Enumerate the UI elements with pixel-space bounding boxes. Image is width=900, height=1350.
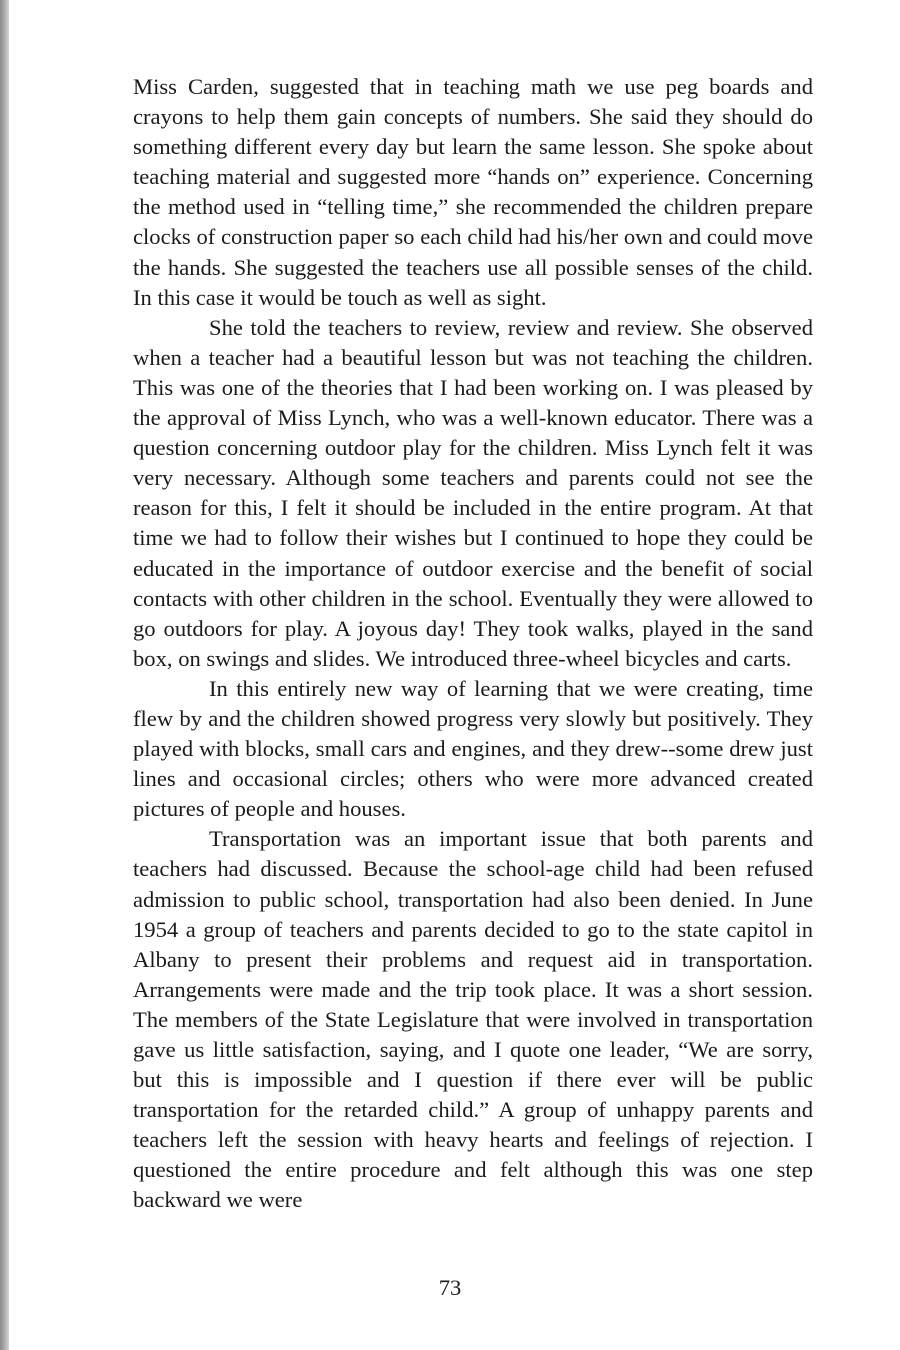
book-binding-edge xyxy=(0,0,9,1350)
paragraph-1: Miss Carden, suggested that in teaching math we use peg boards and crayons to help them gain concepts of numbers. She said they should do something different every day but learn the same lesson. She spoke about teaching material and suggested more “hands on” experience. Concerning the method used in “telling time,” she recommended the children prepare clocks of construction paper so each child had his/her own and could move the hands. She suggested the teachers use all possible senses of the child. In this case it would be touch as well as sight. xyxy=(133,74,813,310)
page-number: 73 xyxy=(438,1275,462,1300)
paragraph-2: She told the teachers to review, review and review. She observed when a teacher had a beautiful lesson but was not teaching the children. This was one of the theories that I had been working on. I was pleased by the approval of Miss Lynch, who was a well-known educator. There was a question concerning outdoor play for the children. Miss Lynch felt it was very necessary. Although some teachers and parents could not see the reason for this, I felt it should be included in the entire program. At that time we had to follow their wishes but I continued to hope they could be educated in the importance of outdoor exercise and the benefit of social contacts with other children in the school. Eventually they were allowed to go outdoors for play. A joyous day! They took walks, played in the sand box, on swings and slides. We introduced three-wheel bicycles and carts. xyxy=(133,314,813,671)
page-body xyxy=(133,72,813,1216)
paragraph-4: Transportation was an important issue that both parents and teachers had discussed. Because the school-age child had been refused admission to public school, transportation had also been denied. In June 1954 a group of teachers and parents decided to go to the state capitol in Albany to present their problems and request aid in transportation. Arrangements were made and the trip took place. It was a short session. The members of the State Legislature that were involved in transportation gave us little satisfaction, saying, and I quote one leader, “We are sorry, but this is impossible and I question if there ever will be public transportation for the retarded child.” A group of unhappy parents and teachers left the session with heavy hearts and feelings of rejection. I questioned the entire procedure and felt although this was one step backward we were xyxy=(133,826,813,1213)
paragraph-3: In this entirely new way of learning that we were creating, time flew by and the children showed progress very slowly but positively. They played with blocks, small cars and engines, and they drew--some drew just lines and occasional circles; others who were more advanced created pictures of people and houses. xyxy=(133,675,813,822)
